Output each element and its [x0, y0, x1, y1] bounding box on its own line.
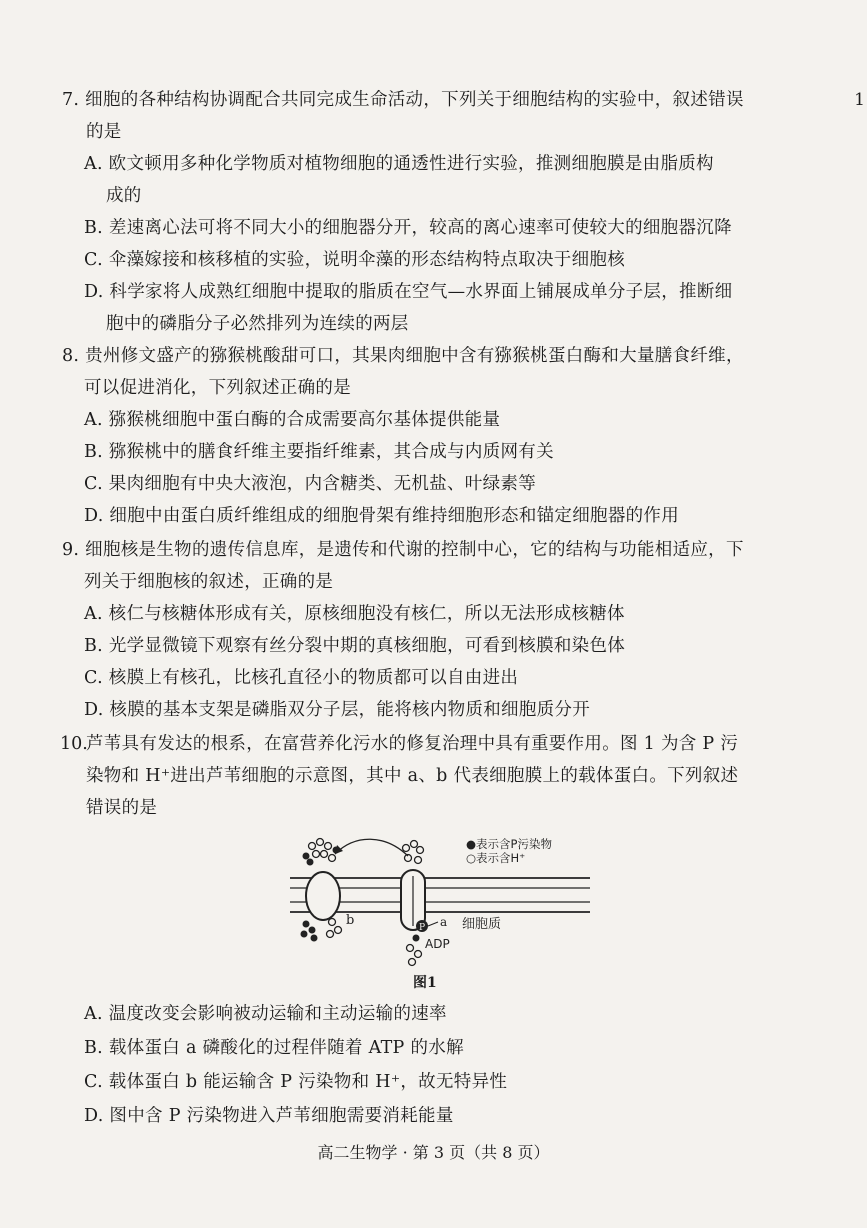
- q7-option-b: B. 差速离心法可将不同大小的细胞器分开，较高的离心速率可使较大的细胞器沉降: [84, 218, 732, 238]
- q8-stem-line-1: 8. 贵州修文盛产的猕猴桃酸甜可口，其果肉细胞中含有猕猴桃蛋白酶和大量膳食纤维，: [62, 346, 744, 366]
- h-recycle-arrow: [335, 839, 408, 856]
- page-edge-char: 1: [854, 90, 865, 110]
- h-ions-outside-b: [309, 839, 336, 862]
- q8-stem-line-2: 可以促进消化，下列叙述正确的是: [84, 378, 351, 398]
- label-carrier-b: b: [346, 913, 355, 928]
- legend-p-pollutant: ●表示含P污染物: [466, 837, 552, 851]
- q8-option-c: C. 果肉细胞有中央大液泡，内含糖类、无机盐、叶绿素等: [84, 474, 536, 494]
- h-ions-inside-b: [327, 919, 342, 938]
- label-a-pointer: [428, 922, 438, 926]
- q8-option-b: B. 猕猴桃中的膳食纤维主要指纤维素，其合成与内质网有关: [84, 442, 554, 462]
- q7-stem-line-2: 的是: [86, 122, 122, 142]
- label-carrier-a: a: [440, 915, 448, 929]
- q8-option-d: D. 细胞中由蛋白质纤维组成的细胞骨架有维持细胞形态和锚定细胞器的作用: [84, 506, 680, 526]
- q7-stem-line-1: 7. 细胞的各种结构协调配合共同完成生命活动，下列关于细胞结构的实验中，叙述错误: [62, 90, 744, 110]
- h-ions-inside-a: [407, 945, 422, 966]
- q8-option-a: A. 猕猴桃细胞中蛋白酶的合成需要高尔基体提供能量: [84, 410, 501, 430]
- q7-option-a-line-2: 成的: [106, 186, 142, 206]
- q9-stem-line-1: 9. 细胞核是生物的遗传信息库，是遗传和代谢的控制中心，它的结构与功能相适应，下: [62, 540, 744, 560]
- q10-option-c: C. 载体蛋白 b 能运输含 P 污染物和 H⁺，故无特异性: [84, 1072, 508, 1092]
- carrier-protein-b: [306, 872, 340, 920]
- figure-1-caption: 图1: [413, 975, 437, 991]
- q7-option-c: C. 伞藻嫁接和核移植的实验，说明伞藻的形态结构特点取决于细胞核: [84, 250, 625, 270]
- q10-stem-line-2: 染物和 H⁺进出芦苇细胞的示意图，其中 a、b 代表细胞膜上的载体蛋白。下列叙述: [86, 766, 739, 786]
- q10-stem-line-1: 芦苇具有发达的根系，在富营养化污水的修复治理中具有重要作用。图 1 为含 P 污: [86, 734, 739, 754]
- q9-option-c: C. 核膜上有核孔，比核孔直径小的物质都可以自由进出: [84, 668, 519, 688]
- q9-option-a: A. 核仁与核糖体形成有关，原核细胞没有核仁，所以无法形成核糖体: [84, 604, 625, 624]
- q7-option-d-line-2: 胞中的磷脂分子必然排列为连续的两层: [106, 314, 409, 334]
- q9-stem-line-2: 列关于细胞核的叙述，正确的是: [84, 572, 334, 592]
- q7-option-a-line-1: A. 欧文顿用多种化学物质对植物细胞的通透性进行实验，推测细胞膜是由脂质构: [84, 154, 714, 174]
- h-ions-outside-a: [403, 841, 424, 864]
- figure-1-diagram: [290, 836, 590, 986]
- q9-option-b: B. 光学显微镜下观察有丝分裂中期的真核细胞，可看到核膜和染色体: [84, 636, 626, 656]
- label-cytoplasm: 细胞质: [462, 917, 502, 932]
- q10-stem-line-3: 错误的是: [86, 798, 158, 818]
- q10-number: 10.: [60, 734, 88, 754]
- page-footer: 高二生物学 · 第 3 页（共 8 页）: [317, 1143, 550, 1162]
- q9-option-d: D. 核膜的基本支架是磷脂双分子层，能将核内物质和细胞质分开: [84, 700, 591, 720]
- p-pollutant-inside-b: [301, 921, 318, 942]
- label-phosphate: P: [419, 923, 426, 933]
- q7-option-d-line-1: D. 科学家将人成熟红细胞中提取的脂质在空气—水界面上铺展成单分子层，推断细: [84, 282, 733, 302]
- label-adp: ADP: [425, 937, 450, 951]
- q10-option-a: A. 温度改变会影响被动运输和主动运输的速率: [84, 1004, 447, 1024]
- legend-h-ion: ○表示含H⁺: [466, 851, 526, 865]
- q10-option-d: D. 图中含 P 污染物进入芦苇细胞需要消耗能量: [84, 1106, 454, 1126]
- p-pollutant-inside-a: [413, 935, 420, 942]
- q10-option-b: B. 载体蛋白 a 磷酸化的过程伴随着 ATP 的水解: [84, 1038, 464, 1058]
